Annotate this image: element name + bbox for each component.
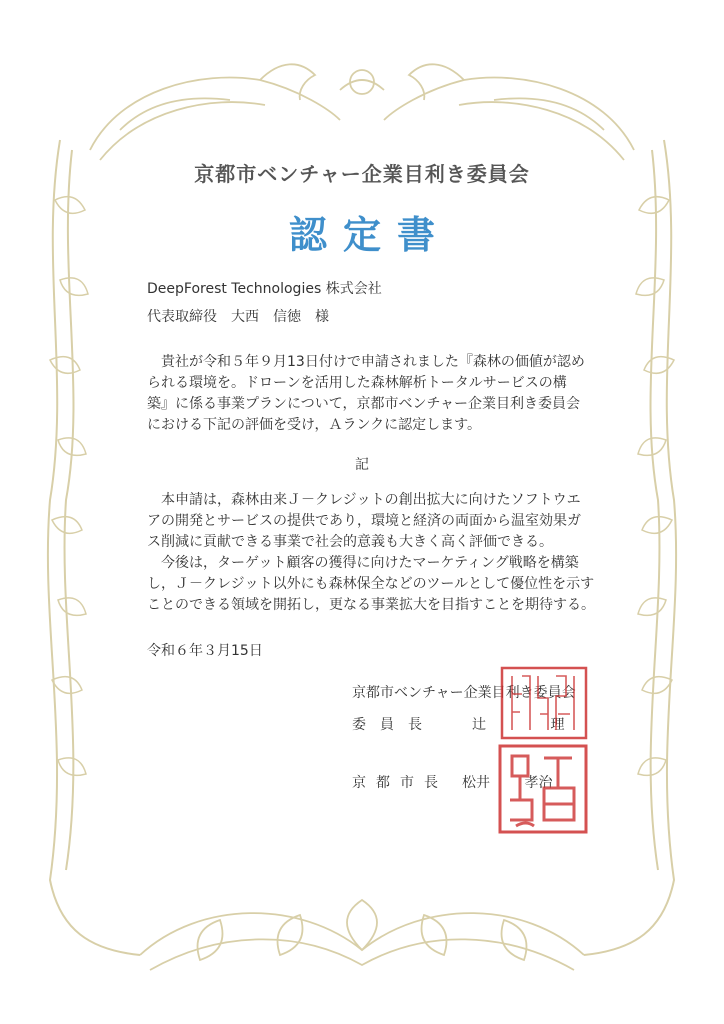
ki-label: 記 xyxy=(355,457,369,473)
intro-paragraph xyxy=(147,352,607,436)
chair-name: 辻 理 xyxy=(472,717,565,733)
chair-title: 委員長 xyxy=(352,717,436,733)
issue-date: 令和６年３月15日 xyxy=(147,643,263,659)
intro-line: られる環境を。ドローンを活用した森林解析トータルサービスの構 xyxy=(147,375,567,391)
evaluation-line: ス削減に貢献できる事業で社会的意義も大きく高く評価できる。 xyxy=(147,534,553,550)
evaluation-paragraph xyxy=(147,490,607,616)
committee-seal xyxy=(500,666,588,740)
mayor-seal xyxy=(498,744,588,834)
committee-name: 京都市ベンチャー企業目利き委員会 xyxy=(352,685,576,701)
intro-line: 築』に係る事業プランについて，京都市ベンチャー企業目利き委員会 xyxy=(147,396,581,412)
evaluation-line: 本申請は，森林由来Ｊ－クレジットの創出拡大に向けたソフトウエ xyxy=(147,492,581,508)
evaluation-line: 今後は，ターゲット顧客の獲得に向けたマーケティング戦略を構築 xyxy=(147,555,579,571)
evaluation-line: し，Ｊ－クレジット以外にも森林保全などのツールとして優位性を示す xyxy=(147,576,595,592)
recipient-name: 代表取締役 大西 信徳 様 xyxy=(147,309,329,325)
intro-line: における下記の評価を受け，Ａランクに認定します。 xyxy=(147,417,482,433)
evaluation-line: アの開発とサービスの提供であり，環境と経済の両面から温室効果ガ xyxy=(147,513,581,529)
mayor-title: 京都市長 xyxy=(352,775,448,791)
document-title: 認定書 xyxy=(288,213,451,257)
recipient-company: DeepForest Technologies 株式会社 xyxy=(147,281,382,297)
issuer-title: 京都市ベンチャー企業目利き委員会 xyxy=(194,162,530,186)
mayor-name: 松井 孝治 xyxy=(462,775,553,791)
intro-line: 貴社が令和５年９月13日付けで申請されました『森林の価値が認め xyxy=(147,354,585,370)
evaluation-line: ことのできる領域を開拓し，更なる事業拡大を目指すことを期待する。 xyxy=(147,597,595,613)
